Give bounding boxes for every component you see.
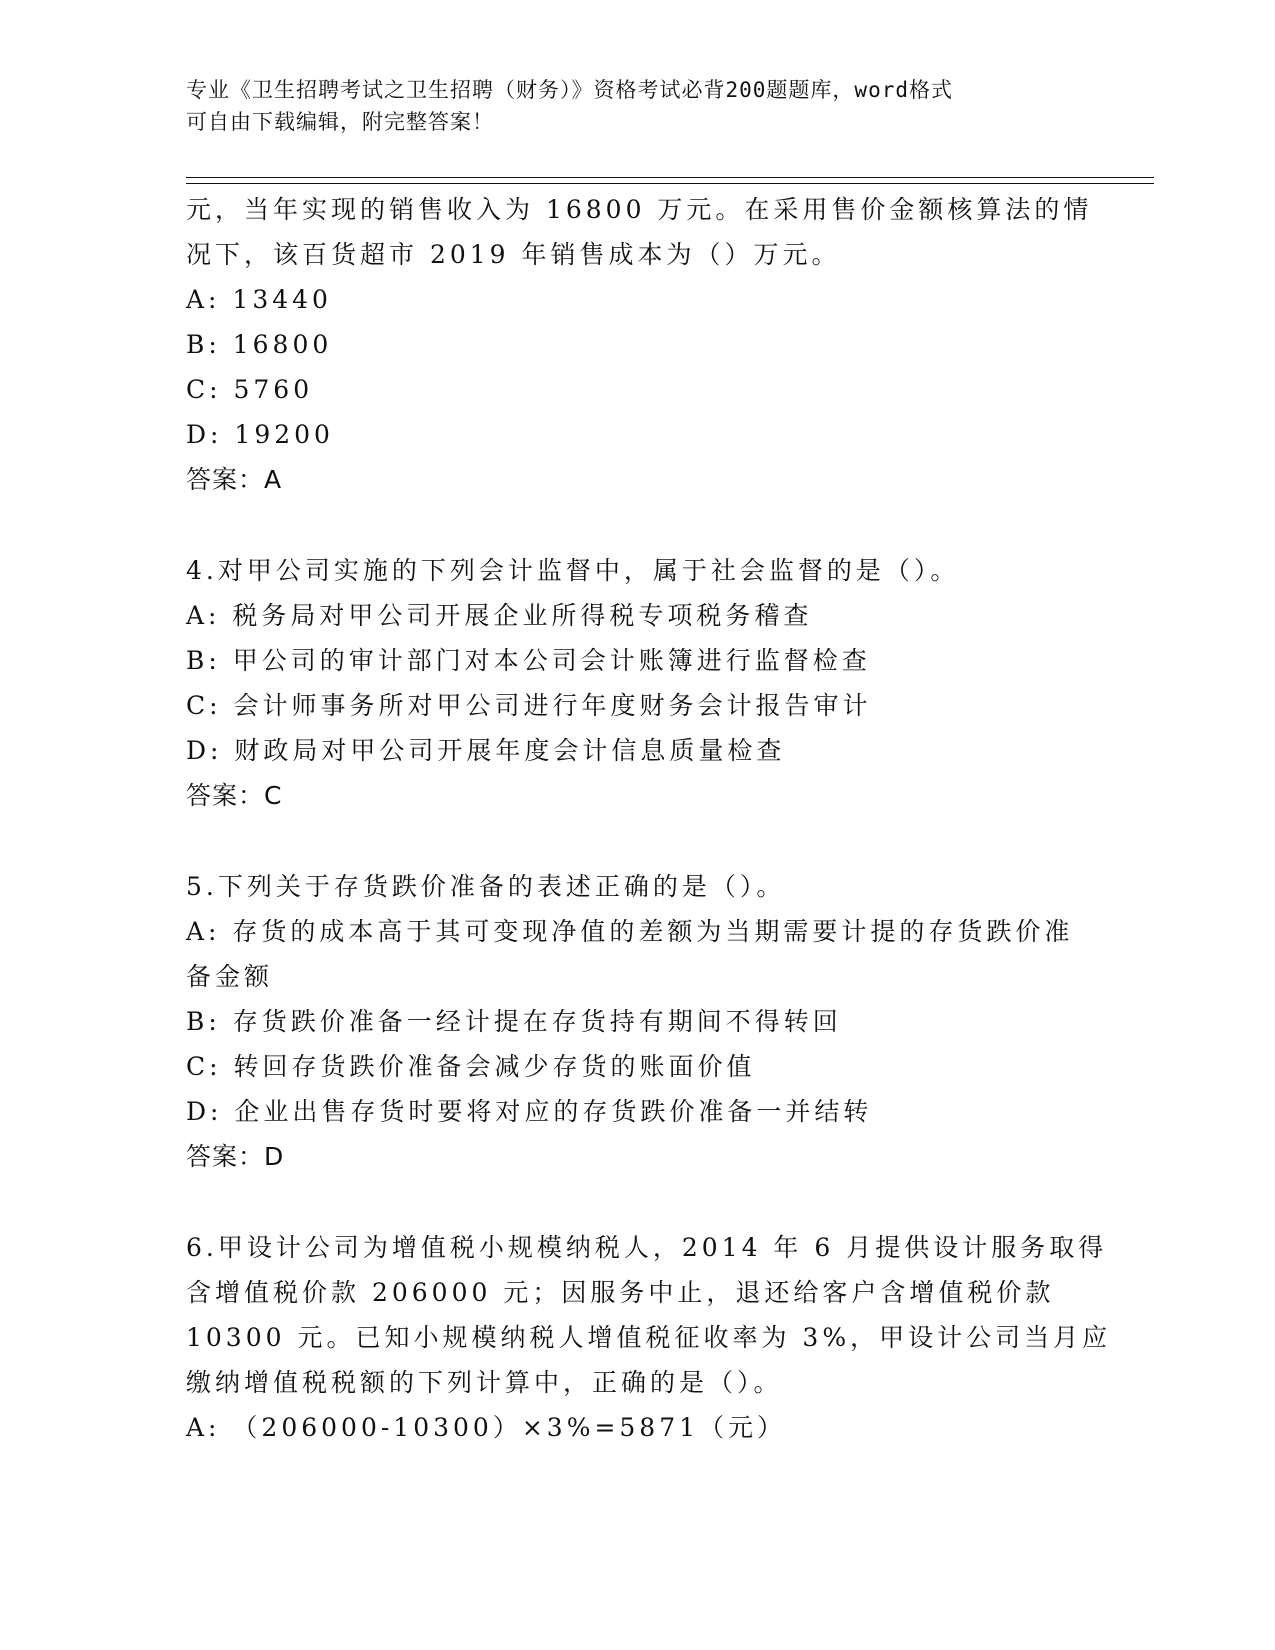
question-text: 况下，该百货超市 2019 年销售成本为（）万元。 bbox=[186, 240, 841, 269]
header-divider bbox=[186, 177, 1154, 178]
question-text: 6.甲设计公司为增值税小规模纳税人，2014 年 6 月提供设计服务取得 bbox=[186, 1233, 1108, 1262]
header-line: 可自由下载编辑，附完整答案！ bbox=[186, 110, 494, 134]
spacer bbox=[186, 502, 1066, 548]
option-c: C: 5760 bbox=[186, 375, 314, 404]
option-a: A: （206000-10300）×3%=5871（元） bbox=[186, 1413, 787, 1442]
question-3 bbox=[186, 187, 1093, 502]
option-a: A: 税务局对甲公司开展企业所得税专项税务稽查 bbox=[186, 601, 813, 630]
spacer bbox=[186, 818, 1066, 864]
answer-line: 答案：C bbox=[186, 781, 283, 810]
question-text: 10300 元。已知小规模纳税人增值税征收率为 3%，甲设计公司当月应 bbox=[186, 1323, 1112, 1352]
option-b: B: 存货跌价准备一经计提在存货持有期间不得转回 bbox=[186, 1007, 842, 1036]
question-text: 缴纳增值税税额的下列计算中，正确的是（）。 bbox=[186, 1368, 783, 1397]
option-a-continued: 备金额 bbox=[186, 962, 274, 991]
option-d: D: 财政局对甲公司开展年度会计信息质量检查 bbox=[186, 736, 786, 765]
spacer bbox=[186, 1179, 1066, 1225]
option-b: B: 甲公司的审计部门对本公司会计账簿进行监督检查 bbox=[186, 646, 871, 675]
option-b: B: 16800 bbox=[186, 330, 333, 359]
question-6 bbox=[186, 1225, 1112, 1450]
option-d: D: 19200 bbox=[186, 420, 334, 449]
question-4 bbox=[186, 548, 1066, 818]
option-a: A: 存货的成本高于其可变现净值的差额为当期需要计提的存货跌价准 bbox=[186, 917, 1074, 946]
option-d: D: 企业出售存货时要将对应的存货跌价准备一并结转 bbox=[186, 1097, 873, 1126]
option-c: C: 转回存货跌价准备会减少存货的账面价值 bbox=[186, 1052, 756, 1081]
answer-line: 答案：D bbox=[186, 1142, 285, 1171]
question-text: 元，当年实现的销售收入为 16800 万元。在采用售价金额核算法的情 bbox=[186, 195, 1093, 224]
option-a: A: 13440 bbox=[186, 285, 332, 314]
question-list bbox=[186, 187, 1112, 1450]
answer-line: 答案：A bbox=[186, 465, 283, 494]
question-text: 含增值税价款 206000 元；因服务中止，退还给客户含增值税价款 bbox=[186, 1278, 1055, 1307]
header-divider bbox=[186, 183, 1154, 184]
question-text: 4.对甲公司实施的下列会计监督中，属于社会监督的是（）。 bbox=[186, 556, 960, 585]
page-header bbox=[186, 74, 1066, 138]
option-c: C: 会计师事务所对甲公司进行年度财务会计报告审计 bbox=[186, 691, 872, 720]
header-line: 专业《卫生招聘考试之卫生招聘（财务）》资格考试必背200题题库，word格式 bbox=[186, 78, 953, 102]
question-text: 5.下列关于存货跌价准备的表述正确的是（）。 bbox=[186, 872, 786, 901]
question-5 bbox=[186, 864, 1074, 1179]
